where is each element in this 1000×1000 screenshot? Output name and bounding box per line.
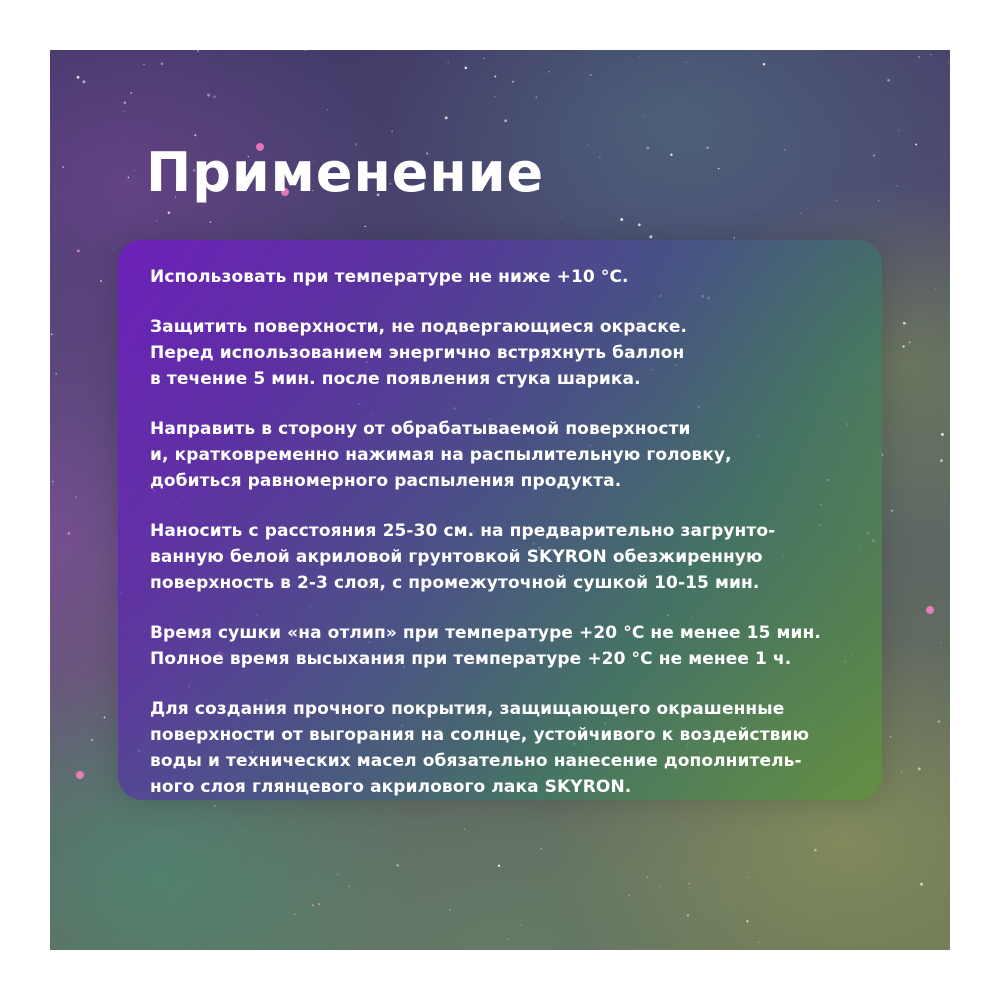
star bbox=[100, 280, 102, 282]
star bbox=[51, 333, 53, 335]
text-line: поверхности от выгорания на солнце, устойчивого к воздействию bbox=[150, 725, 810, 745]
star bbox=[445, 116, 448, 119]
star bbox=[210, 221, 211, 222]
star bbox=[448, 62, 449, 63]
star bbox=[890, 736, 892, 738]
star bbox=[748, 877, 749, 878]
star bbox=[706, 146, 709, 149]
star bbox=[483, 58, 484, 59]
star bbox=[935, 288, 936, 289]
star bbox=[464, 66, 467, 69]
text-line: Использовать при температуре не ниже +10 °С. bbox=[150, 267, 629, 287]
star bbox=[181, 925, 182, 926]
instruction-paragraph bbox=[150, 416, 852, 494]
star bbox=[688, 883, 690, 885]
instruction-paragraph bbox=[150, 518, 852, 596]
star bbox=[77, 76, 80, 79]
star bbox=[599, 157, 600, 158]
star bbox=[734, 237, 736, 239]
text-line: ванную белой акриловой грунтовкой SKYRON обезжиренную bbox=[150, 547, 763, 567]
star bbox=[68, 532, 71, 535]
star bbox=[948, 62, 949, 63]
star bbox=[931, 54, 932, 55]
instruction-paragraph bbox=[150, 314, 852, 392]
star bbox=[364, 226, 366, 228]
star bbox=[82, 80, 85, 83]
star bbox=[902, 345, 904, 347]
star bbox=[207, 94, 210, 97]
star bbox=[91, 739, 93, 741]
star bbox=[620, 218, 623, 221]
star bbox=[629, 895, 630, 896]
star bbox=[937, 720, 940, 723]
page-title: Применение bbox=[146, 141, 545, 204]
star bbox=[512, 81, 514, 83]
star bbox=[143, 64, 144, 65]
star bbox=[562, 216, 563, 217]
star bbox=[541, 848, 542, 849]
star bbox=[887, 79, 890, 82]
star bbox=[901, 772, 903, 774]
star bbox=[649, 235, 652, 238]
text-line: воды и технических масел обязательно нанесение дополнитель- bbox=[150, 751, 802, 771]
star bbox=[898, 130, 900, 132]
text-line: Перед использованием энергично встряхнуть баллон bbox=[150, 343, 685, 363]
star bbox=[114, 249, 115, 250]
star bbox=[590, 74, 592, 76]
star bbox=[294, 914, 296, 916]
star bbox=[449, 909, 450, 910]
instruction-paragraph bbox=[150, 696, 852, 800]
star bbox=[348, 886, 350, 888]
text-line: ного слоя глянцевого акрилового лака SKYRON. bbox=[150, 777, 632, 797]
instruction-paragraph bbox=[150, 264, 852, 290]
instruction-paragraph bbox=[150, 620, 852, 672]
text-line: в течение 5 мин. после появления стука шарика. bbox=[150, 369, 641, 389]
star bbox=[498, 865, 500, 867]
text-line: поверхность в 2-3 слоя, с промежуточной сушкой 10-15 мин. bbox=[150, 573, 760, 593]
star bbox=[915, 143, 917, 145]
bright-star bbox=[926, 606, 934, 614]
star bbox=[647, 877, 648, 878]
text-line: Время сушки «на отлип» при температуре +20 °С не менее 15 мин. bbox=[150, 623, 821, 643]
star bbox=[318, 903, 320, 905]
star bbox=[104, 717, 106, 719]
star bbox=[638, 223, 641, 226]
star bbox=[62, 166, 64, 168]
star bbox=[763, 63, 766, 66]
star bbox=[464, 829, 465, 830]
star bbox=[214, 805, 215, 806]
star bbox=[124, 101, 127, 104]
star bbox=[896, 185, 897, 186]
star bbox=[918, 56, 920, 58]
star bbox=[494, 96, 495, 97]
bright-star bbox=[76, 771, 84, 779]
star bbox=[535, 96, 537, 98]
star bbox=[508, 939, 509, 940]
star bbox=[124, 111, 125, 112]
star bbox=[878, 200, 879, 201]
star bbox=[920, 883, 923, 886]
instructions-card bbox=[118, 240, 882, 800]
text-line: Защитить поверхности, не подвергающиеся окраске. bbox=[150, 317, 688, 337]
star bbox=[941, 433, 944, 436]
star bbox=[909, 342, 911, 344]
star bbox=[940, 459, 943, 462]
star bbox=[312, 904, 314, 906]
star bbox=[800, 213, 801, 214]
star bbox=[746, 920, 748, 922]
star bbox=[918, 767, 921, 770]
star bbox=[213, 95, 216, 98]
star bbox=[494, 75, 496, 77]
star bbox=[659, 886, 660, 887]
star bbox=[814, 849, 817, 852]
star bbox=[161, 62, 164, 65]
star bbox=[941, 642, 942, 643]
star bbox=[548, 71, 550, 73]
star bbox=[718, 168, 719, 169]
text-line: Направить в сторону от обрабатываемой поверхности bbox=[150, 419, 691, 439]
text-line: Наносить с расстояния 25-30 см. на предварительно загрунто- bbox=[150, 521, 776, 541]
star bbox=[588, 145, 589, 146]
star bbox=[305, 50, 307, 51]
star bbox=[396, 864, 398, 866]
star bbox=[337, 874, 338, 875]
star bbox=[686, 61, 687, 62]
star bbox=[168, 212, 171, 215]
star bbox=[194, 134, 196, 136]
star bbox=[891, 510, 893, 512]
star bbox=[687, 914, 689, 916]
star bbox=[75, 496, 77, 498]
star bbox=[134, 170, 135, 171]
star bbox=[391, 130, 393, 132]
star bbox=[520, 924, 521, 925]
star bbox=[639, 56, 640, 57]
star bbox=[77, 250, 80, 253]
star bbox=[784, 149, 785, 150]
star bbox=[903, 322, 906, 325]
space-background bbox=[50, 50, 950, 950]
star bbox=[197, 50, 199, 52]
text-line: Полное время высыхания при температуре +20 °С не менее 1 ч. bbox=[150, 649, 792, 669]
star bbox=[837, 200, 838, 201]
star bbox=[128, 177, 130, 179]
star bbox=[504, 119, 507, 122]
star bbox=[55, 373, 57, 375]
star bbox=[646, 146, 649, 149]
text-line: Для создания прочного покрытия, защищающего окрашенные bbox=[150, 699, 785, 719]
star bbox=[643, 116, 644, 117]
star bbox=[758, 942, 759, 943]
star bbox=[52, 481, 54, 483]
star bbox=[327, 109, 328, 110]
star bbox=[670, 153, 672, 155]
text-line: добиться равномерного распыления продукта. bbox=[150, 471, 622, 491]
star bbox=[130, 92, 132, 94]
text-line: и, кратковременно нажимая на распылительную головку, bbox=[150, 445, 732, 465]
star bbox=[156, 220, 157, 221]
star bbox=[873, 154, 875, 156]
